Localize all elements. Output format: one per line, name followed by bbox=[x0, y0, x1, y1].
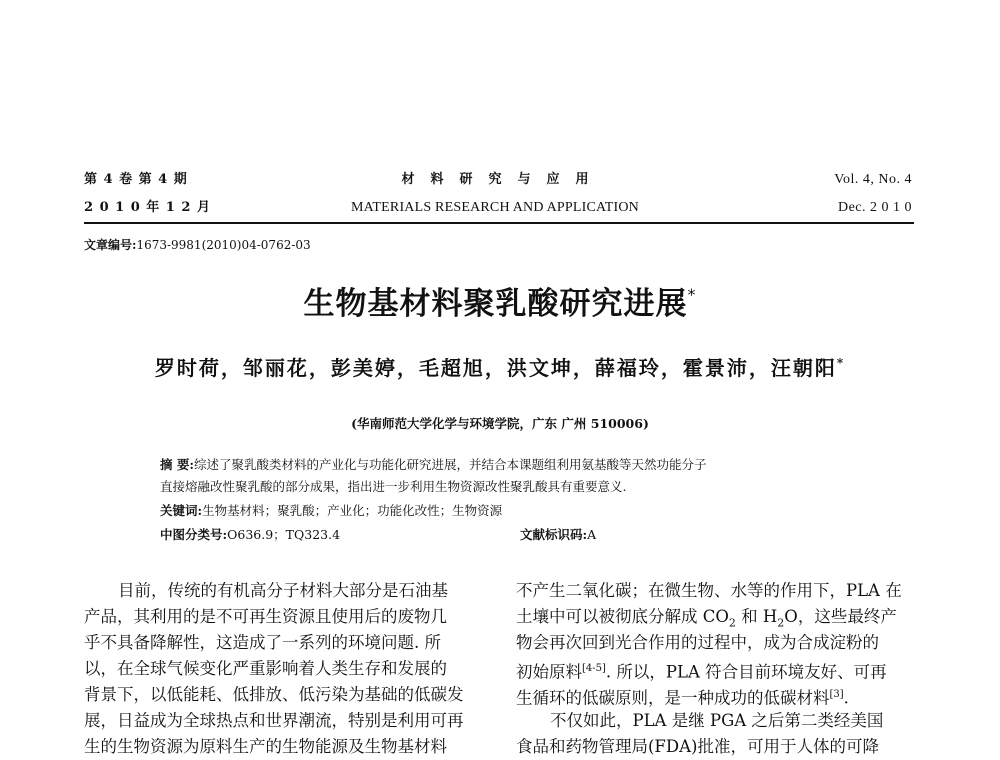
body-line bbox=[516, 656, 916, 682]
body-line: 以，在全球气候变化严重影响着人类生存和发展的 bbox=[84, 659, 447, 678]
body-line-part: 土壤中可以被彻底分解成 CO bbox=[516, 607, 729, 626]
paper-title-text: 生物基材料聚乳酸研究进展 bbox=[303, 286, 688, 322]
document-code-label: 文献标识码: bbox=[520, 527, 588, 542]
body-line-part: 初始原料 bbox=[516, 662, 582, 682]
body-line: 不产生二氧化碳；在微生物、水等的作用下，PLA 在 bbox=[516, 581, 902, 600]
body-line-part: 生循环的低碳原则，是一种成功的低碳材料 bbox=[516, 688, 830, 708]
abstract-text-1: 综述了聚乳酸类材料的产业化与功能化研究进展，并结合本课题组利用氨基酸等天然功能分子 bbox=[193, 457, 707, 472]
publication-date-cn: 2 0 1 0 年 1 2 月 bbox=[84, 200, 211, 215]
journal-name bbox=[300, 166, 690, 222]
issue-info bbox=[84, 166, 211, 222]
author-list bbox=[0, 352, 1000, 381]
citation-ref: [3] bbox=[829, 689, 844, 700]
publication-date-en: Dec. 2 0 1 0 bbox=[837, 200, 912, 215]
document-code bbox=[520, 524, 596, 546]
clc-value: O636.9；TQ323.4 bbox=[227, 527, 341, 542]
volume-issue: 第 4 卷 第 4 期 bbox=[84, 172, 188, 187]
body-line-part: O，这些最终产 bbox=[784, 607, 897, 626]
body-line-part: . bbox=[843, 688, 849, 708]
abstract-line-1 bbox=[160, 454, 860, 476]
citation-ref: [4-5] bbox=[582, 663, 606, 674]
journal-name-en: MATERIALS RESEARCH AND APPLICATION bbox=[351, 200, 639, 215]
affiliation: (华南师范大学化学与环境学院，广东 广州 510006) bbox=[351, 416, 649, 431]
corresponding-author-mark: * bbox=[836, 356, 846, 370]
clc-number bbox=[160, 524, 860, 546]
body-line: 背景下，以低能耗、低排放、低污染为基础的低碳发 bbox=[84, 685, 464, 704]
keywords bbox=[160, 500, 860, 522]
body-line: 乎不具备降解性，这造成了一系列的环境问题. 所 bbox=[84, 633, 441, 652]
document-code-value: A bbox=[587, 527, 597, 542]
body-line: 产品，其利用的是不可再生资源且使用后的废物几 bbox=[84, 607, 447, 626]
body-line-part: 和 H bbox=[735, 607, 778, 626]
body-line: 食品和药物管理局(FDA)批准，可用于人体的可降 bbox=[516, 737, 879, 756]
author-names: 罗时荷，邹丽花，彭美婷，毛超旭，洪文坤，薛福玲，霍景沛，汪朝阳 bbox=[154, 356, 837, 380]
body-line: 生的生物资源为原料生产的生物能源及生物基材料 bbox=[84, 737, 447, 756]
clc-label: 中图分类号: bbox=[160, 527, 228, 542]
article-number-label: 文章编号: bbox=[84, 238, 137, 252]
body-line bbox=[516, 604, 916, 630]
journal-name-cn: 材料研究与应用 bbox=[401, 172, 605, 187]
body-line: 目前，传统的有机高分子材料大部分是石油基 bbox=[118, 581, 448, 600]
article-number bbox=[84, 236, 311, 253]
keywords-label: 关键词: bbox=[160, 503, 203, 518]
subscript: 2 bbox=[777, 616, 785, 630]
keywords-text: 生物基材料；聚乳酸；产业化；功能化改性；生物资源 bbox=[202, 503, 503, 518]
abstract-line-2: 直接熔融改性聚乳酸的部分成果，指出进一步利用生物资源改性聚乳酸具有重要意义. bbox=[160, 479, 627, 494]
body-column-right bbox=[516, 578, 916, 760]
volume-issue-en: Vol. 4, No. 4 bbox=[834, 172, 912, 187]
subscript: 2 bbox=[728, 616, 736, 630]
body-line: 展，日益成为全球热点和世界潮流，特别是利用可再 bbox=[84, 711, 464, 730]
paper-title bbox=[0, 278, 1000, 323]
body-line: 物会再次回到光合作用的过程中，成为合成淀粉的 bbox=[516, 633, 879, 652]
body-line-part: . 所以，PLA 符合目前环境友好、可再 bbox=[605, 662, 887, 682]
article-number-value: 1673-9981(2010)04-0762-03 bbox=[136, 238, 311, 252]
body-line bbox=[516, 682, 916, 708]
abstract-label: 摘 要: bbox=[160, 457, 194, 472]
body-line: 不仅如此，PLA 是继 PGA 之后第二类经美国 bbox=[550, 711, 884, 730]
body-column-left bbox=[84, 578, 484, 760]
title-footnote-mark: * bbox=[687, 285, 697, 304]
header-rule bbox=[84, 222, 914, 224]
issue-info-en bbox=[834, 166, 912, 222]
